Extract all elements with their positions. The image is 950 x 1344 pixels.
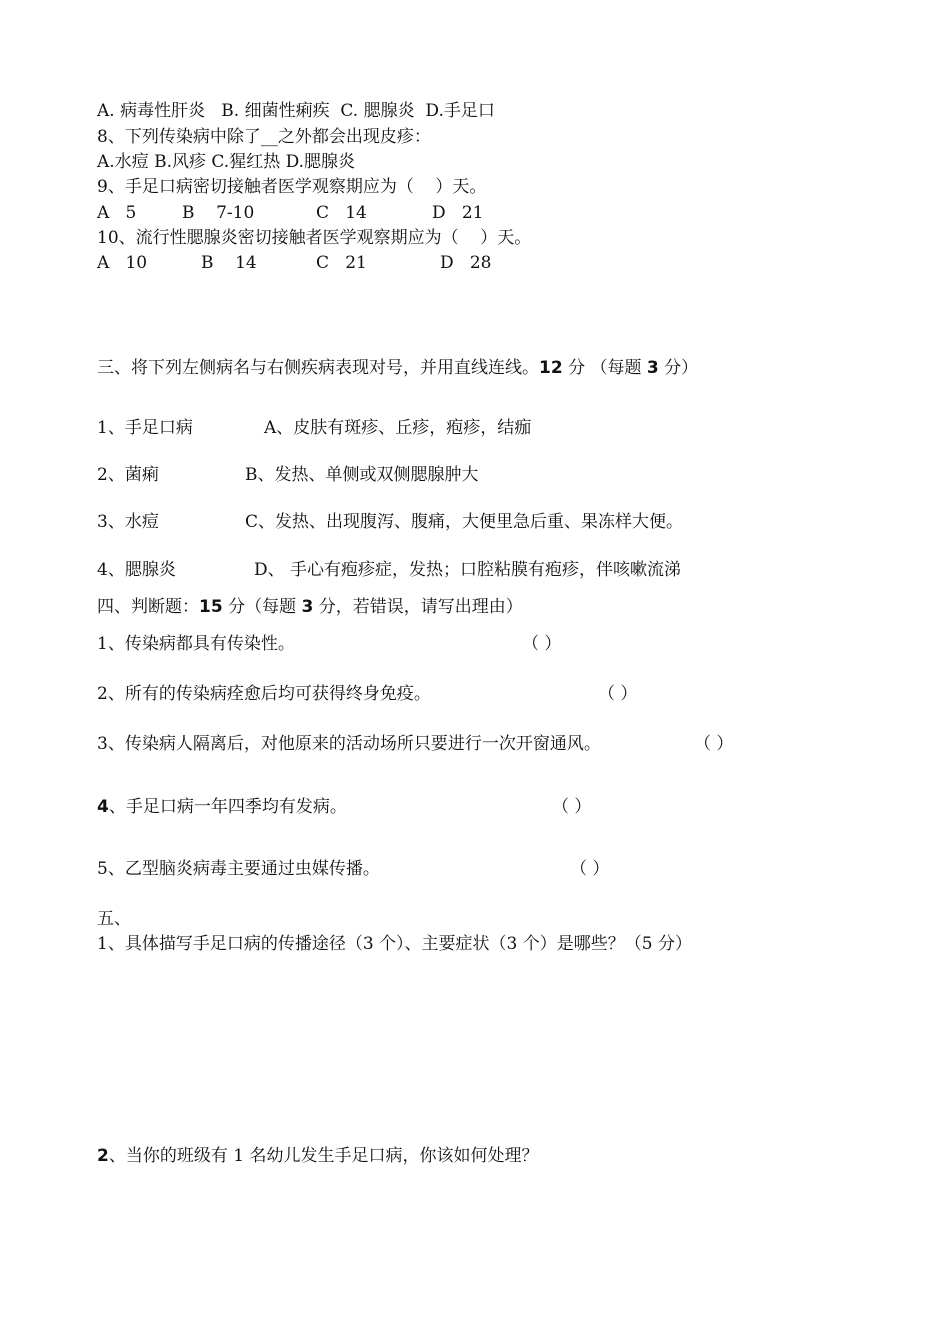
section4-heading — [97, 596, 523, 618]
q9-option-b: B 7-10 — [182, 203, 255, 223]
essay-question-2 — [97, 1145, 538, 1167]
q10-option-b: B 14 — [201, 253, 257, 273]
q9-option-d: D 21 — [432, 203, 484, 223]
judge-answer-3: （ ） — [694, 734, 734, 754]
section4-total-score: 15 — [199, 597, 223, 617]
match-right-c: C、发热、出现腹泻、腹痛，大便里急后重、果冻样大便。 — [245, 512, 684, 532]
section5-heading: 五、 — [97, 909, 131, 929]
q9-option-c: C 14 — [316, 203, 367, 223]
q8-options: A.水痘 B.风疹 C.猩红热 D.腮腺炎 — [97, 152, 356, 172]
q9-stem: 9、手足口病密切接触者医学观察期应为（ ）天。 — [97, 177, 487, 197]
essay-question-2-number: 2 — [97, 1146, 109, 1166]
section3-total-score: 12 — [539, 358, 563, 378]
q10-stem: 10、流行性腮腺炎密切接触者医学观察期应为（ ）天。 — [97, 228, 532, 248]
judge-item-2: 2、所有的传染病痊愈后均可获得终身免疫。 — [97, 684, 431, 704]
section4-heading-mid: 分（每题 — [222, 597, 302, 617]
q10-option-c: C 21 — [316, 253, 367, 273]
essay-question-2-text: 、当你的班级有 1 名幼儿发生手足口病，你该如何处理？ — [108, 1146, 539, 1166]
match-right-b: B、发热、单侧或双侧腮腺肿大 — [245, 465, 479, 485]
q7-options: A. 病毒性肝炎 B. 细菌性痢疾 C. 腮腺炎 D.手足口 — [97, 101, 495, 121]
section3-per-score: 3 — [646, 358, 659, 378]
judge-item-4-text: 、手足口病一年四季均有发病。 — [108, 797, 347, 817]
match-left-1: 1、手足口病 — [97, 418, 193, 438]
judge-item-4 — [97, 796, 347, 818]
match-left-2: 2、菌痢 — [97, 465, 159, 485]
q10-option-d: D 28 — [440, 253, 492, 273]
judge-answer-1: （ ） — [522, 634, 562, 654]
judge-item-4-number: 4 — [97, 797, 109, 817]
judge-answer-4: （ ） — [552, 797, 592, 817]
match-left-4: 4、腮腺炎 — [97, 560, 176, 580]
match-right-a: A、皮肤有斑疹、丘疹，疱疹，结痂 — [264, 418, 532, 438]
judge-answer-2: （ ） — [598, 684, 638, 704]
judge-answer-5: （ ） — [570, 859, 610, 879]
q10-option-a: A 10 — [97, 253, 148, 273]
q8-stem: 8、下列传染病中除了__之外都会出现皮疹： — [97, 127, 431, 147]
section3-heading-post: 分） — [658, 358, 699, 378]
essay-question-1: 1、具体描写手足口病的传播途径（3 个）、主要症状（3 个）是哪些？（5 分） — [97, 934, 692, 954]
match-right-d: D、 手心有疱疹症，发热；口腔粘膜有疱疹，伴咳嗽流涕 — [254, 560, 682, 580]
judge-item-1: 1、传染病都具有传染性。 — [97, 634, 295, 654]
section3-heading — [97, 357, 698, 379]
match-left-3: 3、水痘 — [97, 512, 159, 532]
section3-heading-mid: 分 （每题 — [562, 358, 647, 378]
section4-heading-pre: 四、判断题： — [97, 597, 199, 617]
q9-option-a: A 5 — [97, 203, 137, 223]
judge-item-5: 5、乙型脑炎病毒主要通过虫媒传播。 — [97, 859, 380, 879]
section4-heading-post: 分，若错误，请写出理由） — [313, 597, 523, 617]
judge-item-3: 3、传染病人隔离后，对他原来的活动场所只要进行一次开窗通风。 — [97, 734, 601, 754]
section4-per-score: 3 — [301, 597, 314, 617]
section3-heading-pre: 三、将下列左侧病名与右侧疾病表现对号，并用直线连线。 — [97, 358, 539, 378]
